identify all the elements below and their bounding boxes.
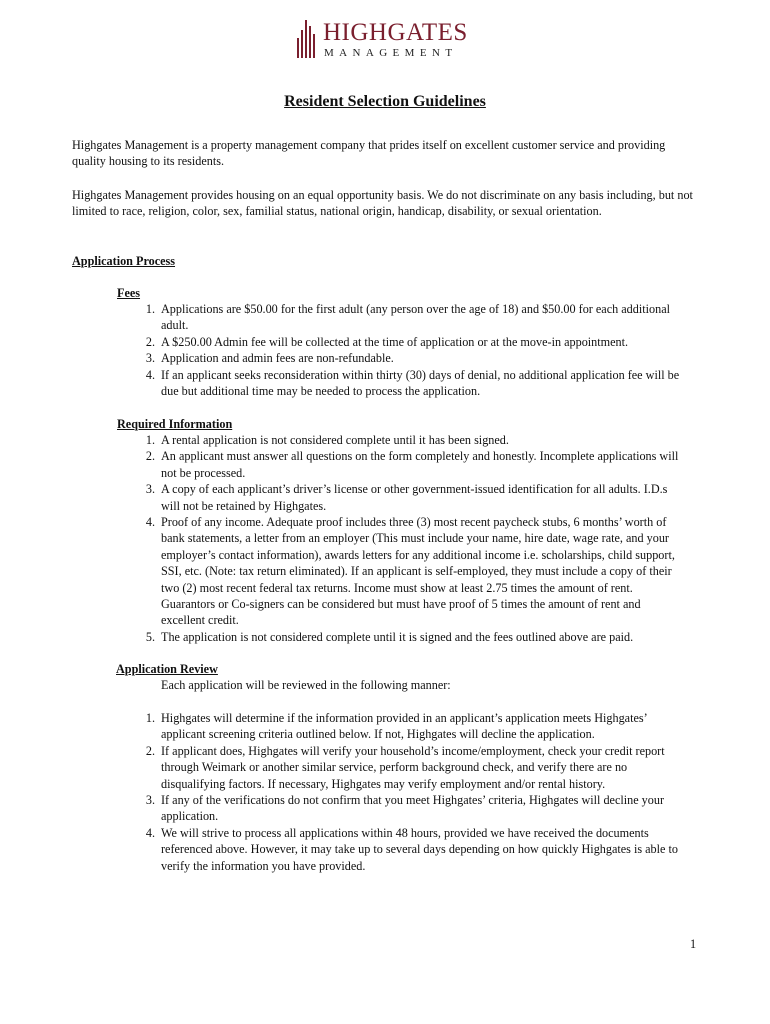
list-item: 3. Application and admin fees are non-refundable. xyxy=(145,351,394,366)
logo-wordmark: HIGHGATES xyxy=(323,19,468,46)
application-process-heading: Application Process xyxy=(72,254,176,268)
list-item: 2. A $250.00 Admin fee will be collected at the time of application or at the move-in appointment. xyxy=(145,334,629,349)
list-item: 1. A rental application is not considered complete until it has been signed. xyxy=(145,433,509,447)
list-item: 2. If applicant does, Highgates will verify your household’s income/employment, check your credit report through Weimark or another similar service, perform background check, and verify there are no disqualifying factors. If necessary, Highgates may verify employment and/or rental history. xyxy=(145,743,665,791)
fees-heading: Fees xyxy=(117,286,141,300)
intro-paragraph-2: Highgates Management provides housing on an equal opportunity basis. We do not discriminate on any basis including, but not limited to race, religion, color, sex, familial status, national origin, handicap, disability, or sexual orientation. xyxy=(72,188,693,219)
list-item: 2. An applicant must answer all questions on the form completely and honestly. Incomplete applications will not be processed. xyxy=(145,449,679,480)
list-item: 4. If an applicant seeks reconsideration within thirty (30) days of denial, no additional application fee will be due but additional time may be needed to process the application. xyxy=(145,367,680,399)
logo-subtitle: MANAGEMENT xyxy=(324,47,458,59)
list-item: 1. Applications are $50.00 for the first adult (any person over the age of 18) and $50.00 for each additional adult. xyxy=(145,302,671,333)
list-item: 1. Highgates will determine if the information provided in an applicant’s application meets Highgates’ applicant screening criteria outlined below. If not, Highgates will decline the application. xyxy=(145,711,647,742)
highgates-logo xyxy=(296,18,476,62)
page-title: Resident Selection Guidelines xyxy=(284,93,486,110)
application-review-list xyxy=(137,710,682,874)
required-information-heading: Required Information xyxy=(117,417,233,431)
list-item: 5. The application is not considered complete until it is signed and the fees outlined above are paid. xyxy=(145,629,634,644)
list-item: 3. A copy of each applicant’s driver’s license or other government-issued identification for all adults. I.D.s will not be retained by Highgates. xyxy=(145,482,668,513)
intro-paragraph-1: Highgates Management is a property management company that prides itself on excellent customer service and providing quality housing to its residents. xyxy=(72,138,666,169)
list-item: 3. If any of the verifications do not confirm that you meet Highgates’ criteria, Highgates will decline your application. xyxy=(145,793,665,824)
page-number: 1 xyxy=(690,937,697,951)
fees-list xyxy=(137,301,682,399)
required-information-list xyxy=(137,432,682,645)
application-review-heading: Application Review xyxy=(116,662,218,676)
application-review-intro: Each application will be reviewed in the following manner: xyxy=(161,678,451,692)
list-item: 4. We will strive to process all applications within 48 hours, provided we have received the documents referenced above. However, it may take up to several days depending on how quickly Highgates is able to verify the information you have provided. xyxy=(145,825,678,873)
list-item: 4. Proof of any income. Adequate proof includes three (3) most recent paycheck stubs, 6 months’ worth of bank statements, a letter from an employer (This must include your name, hire date, wage rate, and your employer’s contact information), awards letters for any additional income i.e. scholarships, child support, SSI, etc. (Note: tax return eliminated). If an applicant is self-employed, they must include a copy of their two (2) most recent federal tax returns. Income must show at least 2.75 times the amount of rent. Guarantors or Co-signers can be considered but must have proof of 5 times the amount of rent and excellent credit. xyxy=(145,515,675,628)
building-bars-icon xyxy=(296,18,318,60)
